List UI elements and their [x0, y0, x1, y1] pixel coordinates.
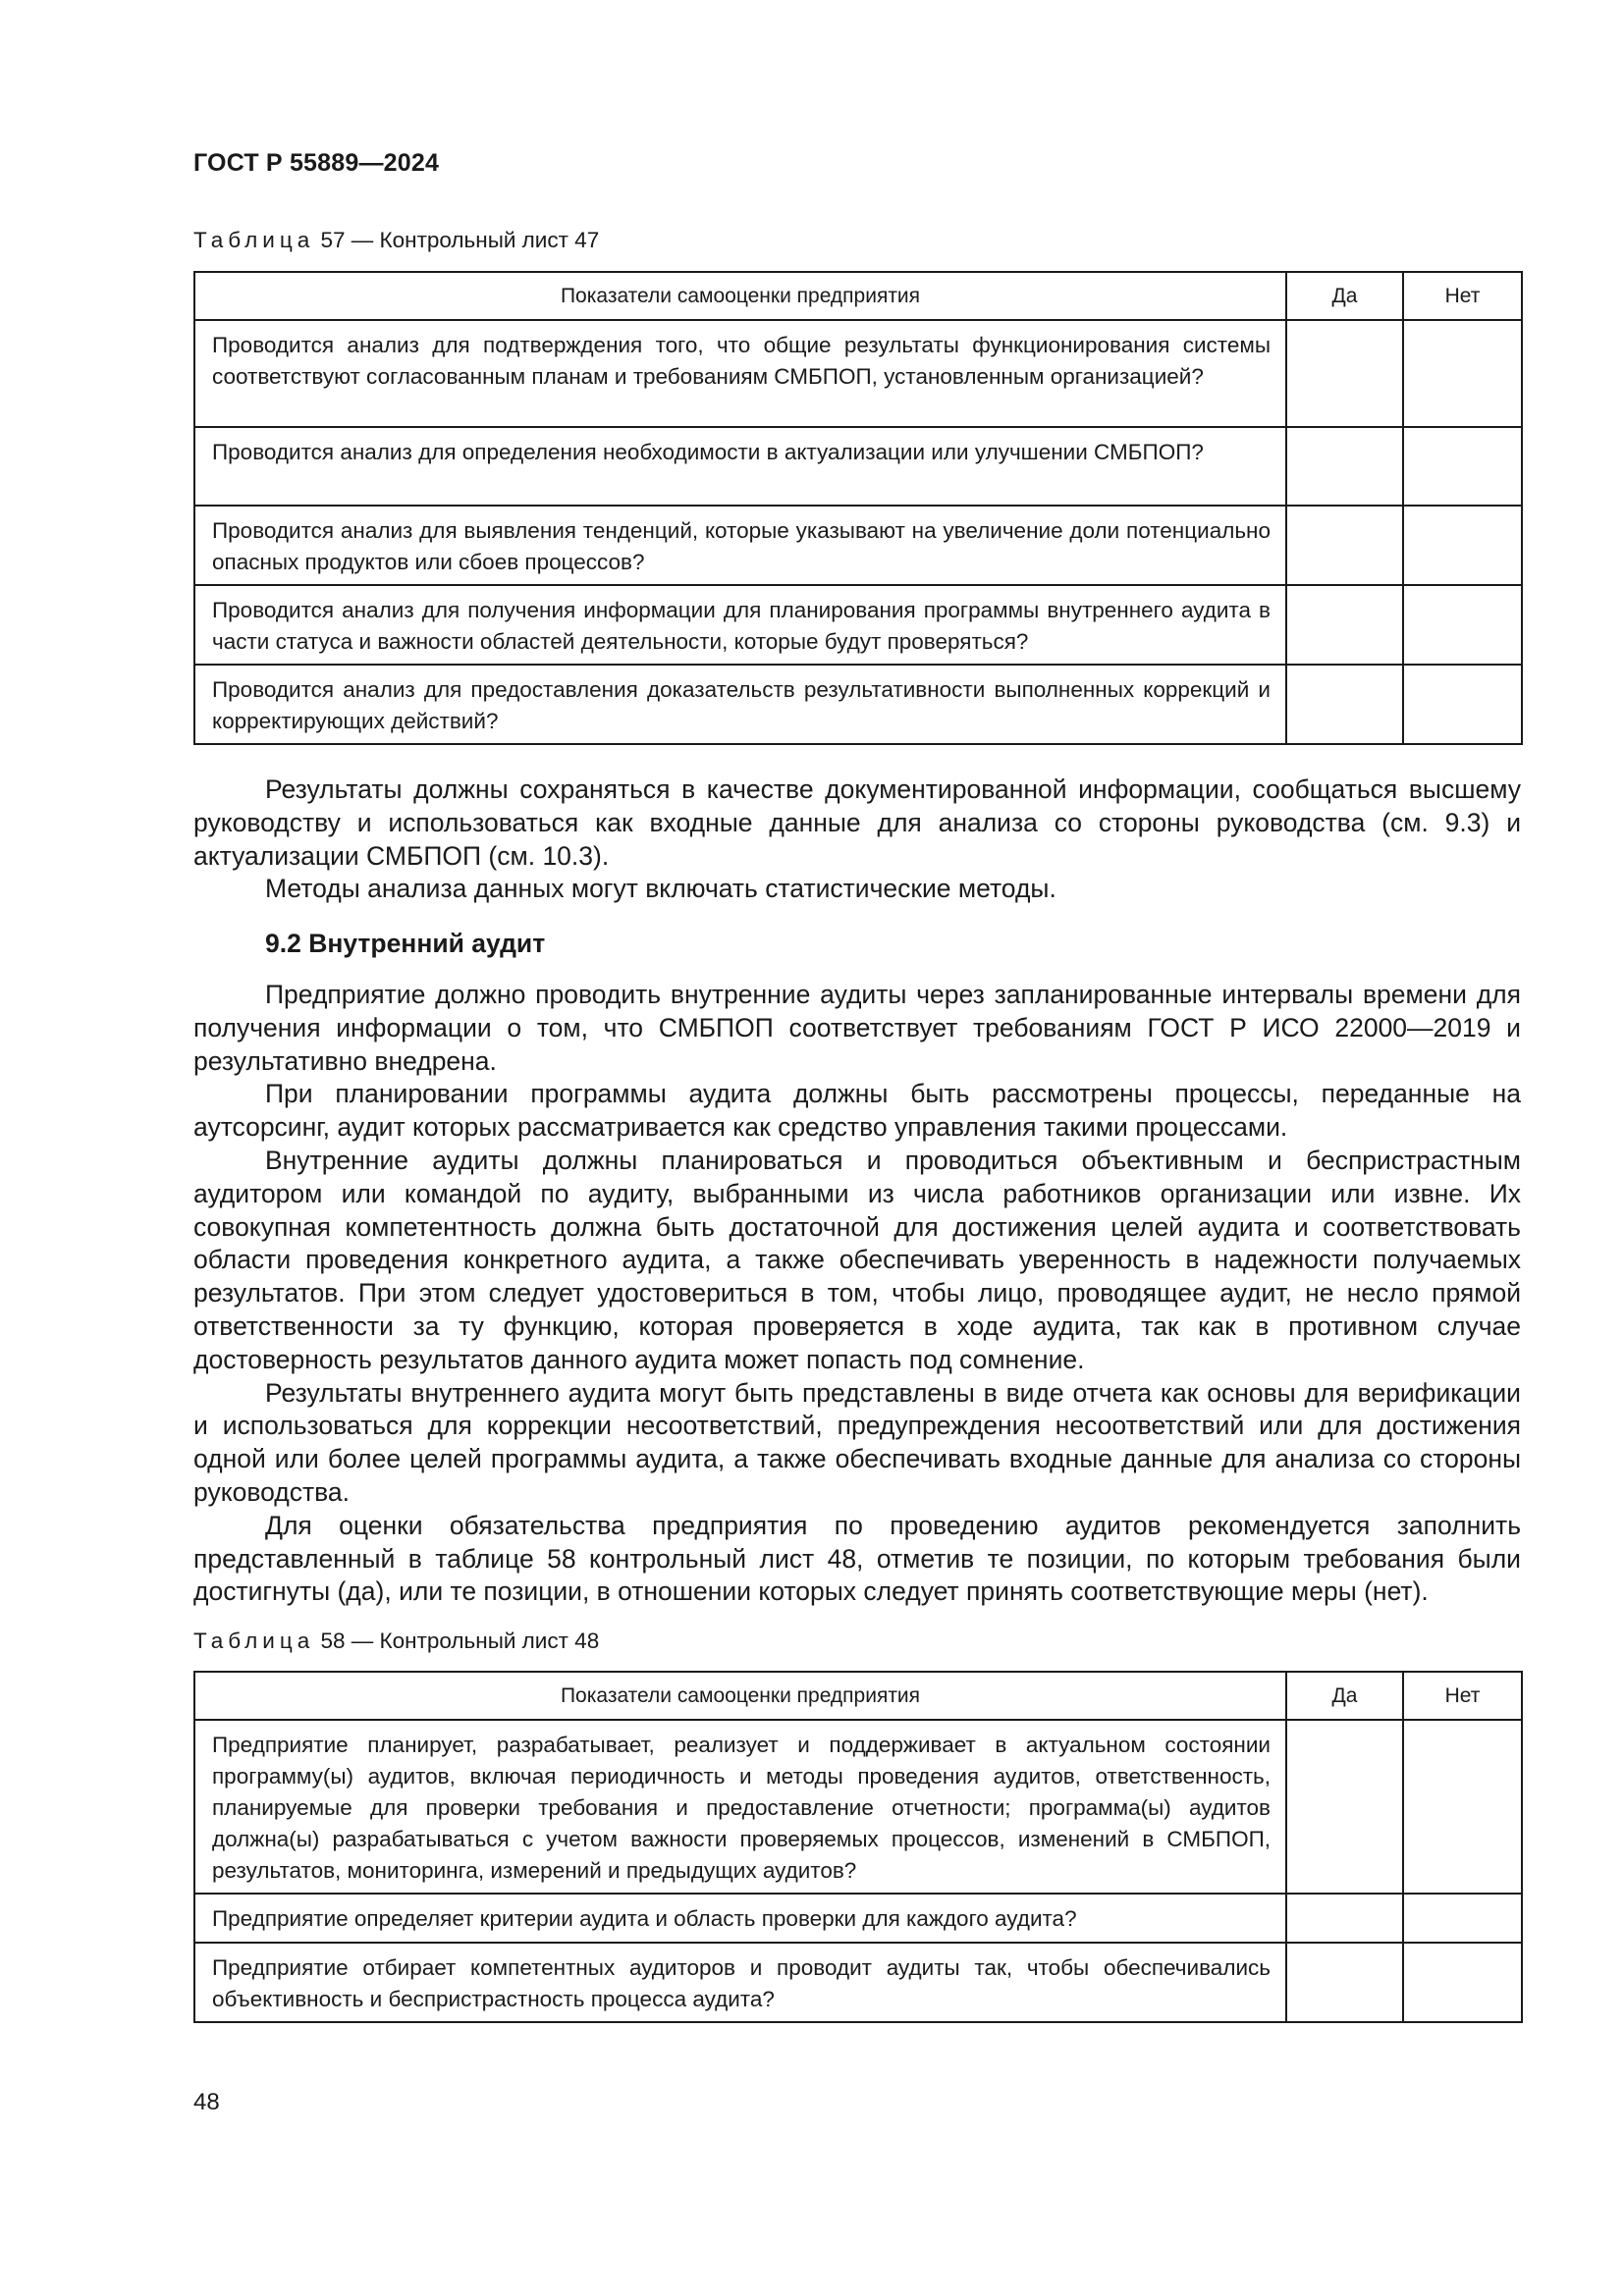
no-checkbox-cell[interactable]: [1403, 506, 1522, 585]
column-header-no: Нет: [1403, 1672, 1522, 1720]
column-header-yes: Да: [1286, 1672, 1403, 1720]
paragraph: Методы анализа данных могут включать статистические методы.: [265, 874, 1056, 904]
question-cell: Проводится анализ для предоставления доказательств результативности выполненных коррекций и корректирующих действий?: [194, 665, 1286, 744]
yes-checkbox-cell[interactable]: [1286, 320, 1403, 427]
table-57-caption: [193, 228, 599, 253]
table-57-caption-word: Таблица: [193, 228, 315, 252]
table-57: [193, 271, 1523, 745]
no-checkbox-cell[interactable]: [1403, 427, 1522, 506]
column-header-no: Нет: [1403, 272, 1522, 320]
paragraph: Внутренние аудиты должны планироваться и проводиться объективным и беспристрастным аудитором или командой по аудиту, выбранными из числа работников организации или извне. Их совокупная компетентность должна быть достаточной для достижения целей аудита и соответствовать области проведения конкретного аудита, а также обеспечивать уверенность в надежности получаемых результатов. При этом следует удостовериться в том, чтобы лицо, проводящее аудит, не несло прямой ответственности за ту функцию, которая проверяется в ходе аудита, так как в противном случае достоверность результатов данного аудита может попасть под сомнение.: [193, 1145, 1521, 1374]
no-checkbox-cell[interactable]: [1403, 320, 1522, 427]
question-cell: Проводится анализ для определения необходимости в актуализации или улучшении СМБПОП?: [194, 427, 1286, 506]
no-checkbox-cell[interactable]: [1403, 1720, 1522, 1894]
paragraph: Результаты внутреннего аудита могут быть представлены в виде отчета как основы для верификации и использоваться для коррекции несоответствий, предупреждения несоответствий или для достижения одной или более целей программы аудита, а также обеспечивать входные данные для анализа со стороны руководства.: [193, 1377, 1521, 1507]
document-code: ГОСТ Р 55889—2024: [193, 149, 440, 177]
paragraph: Результаты должны сохраняться в качестве документированной информации, сообщаться высшему руководству и использоваться как входные данные для анализа со стороны руководства (см. 9.3) и актуализации СМБПОП (см. 10.3).: [193, 774, 1521, 871]
table-row: [194, 1894, 1522, 1943]
table-58: [193, 1671, 1523, 2023]
column-header-yes: Да: [1286, 272, 1403, 320]
paragraph: Предприятие должно проводить внутренние аудиты через запланированные интервалы времени для получения информации о том, что СМБПОП соответствует требованиям ГОСТ Р ИСО 22000—2019 и результативно внедрена.: [193, 979, 1521, 1076]
table-row: [194, 1720, 1522, 1894]
table-58-caption: [193, 1629, 599, 1654]
yes-checkbox-cell[interactable]: [1286, 1943, 1403, 2022]
table-57-caption-title: 57 — Контрольный лист 47: [320, 228, 600, 252]
table-row: [194, 320, 1522, 427]
page-number: 48: [193, 2089, 220, 2115]
question-cell: Предприятие планирует, разрабатывает, реализует и поддерживает в актуальном состоянии программу(ы) аудитов, включая периодичность и методы проведения аудитов, ответственность, планируемые для проверки требования и предоставление отчетности; программа(ы) аудитов должна(ы) разрабатываться с учетом важности проверяемых процессов, изменений в СМБПОП, результатов, мониторинга, измерений и предыдущих аудитов?: [194, 1720, 1286, 1894]
yes-checkbox-cell[interactable]: [1286, 506, 1403, 585]
yes-checkbox-cell[interactable]: [1286, 1894, 1403, 1943]
table-row: [194, 427, 1522, 506]
no-checkbox-cell[interactable]: [1403, 1894, 1522, 1943]
paragraph: Для оценки обязательства предприятия по проведению аудитов рекомендуется заполнить представленный в таблице 58 контрольный лист 48, отметив те позиции, по которым требования были достигнуты (да), или те позиции, в отношении которых следует принять соответствующие меры (нет).: [193, 1510, 1521, 1607]
table-row: [194, 585, 1522, 665]
body-text: [193, 774, 1521, 1609]
column-header-indicators: Показатели самооценки предприятия: [194, 272, 1286, 320]
table-58-header-row: [194, 1672, 1522, 1720]
question-cell: Проводится анализ для получения информации для планирования программы внутреннего аудита в части статуса и важности областей деятельности, которые будут проверяться?: [194, 585, 1286, 665]
section-heading: 9.2 Внутренний аудит: [265, 929, 546, 959]
table-row: [194, 665, 1522, 744]
column-header-indicators: Показатели самооценки предприятия: [194, 1672, 1286, 1720]
table-row: [194, 1943, 1522, 2022]
no-checkbox-cell[interactable]: [1403, 585, 1522, 665]
yes-checkbox-cell[interactable]: [1286, 427, 1403, 506]
question-cell: Предприятие определяет критерии аудита и область проверки для каждого аудита?: [194, 1894, 1286, 1943]
yes-checkbox-cell[interactable]: [1286, 585, 1403, 665]
table-57-header-row: [194, 272, 1522, 320]
table-row: [194, 506, 1522, 585]
table-58-caption-word: Таблица: [193, 1629, 315, 1653]
yes-checkbox-cell[interactable]: [1286, 1720, 1403, 1894]
table-58-caption-title: 58 — Контрольный лист 48: [320, 1629, 600, 1653]
no-checkbox-cell[interactable]: [1403, 1943, 1522, 2022]
paragraph: При планировании программы аудита должны быть рассмотрены процессы, переданные на аутсорсинг, аудит которых рассматривается как средство управления такими процессами.: [193, 1079, 1521, 1143]
question-cell: Проводится анализ для подтверждения того, что общие результаты функционирования системы соответствуют согласованным планам и требованиям СМБПОП, установленным организацией?: [194, 320, 1286, 427]
question-cell: Предприятие отбирает компетентных аудиторов и проводит аудиты так, чтобы обеспечивались объективность и беспристрастность процесса аудита?: [194, 1943, 1286, 2022]
yes-checkbox-cell[interactable]: [1286, 665, 1403, 744]
no-checkbox-cell[interactable]: [1403, 665, 1522, 744]
question-cell: Проводится анализ для выявления тенденций, которые указывают на увеличение доли потенциально опасных продуктов или сбоев процессов?: [194, 506, 1286, 585]
